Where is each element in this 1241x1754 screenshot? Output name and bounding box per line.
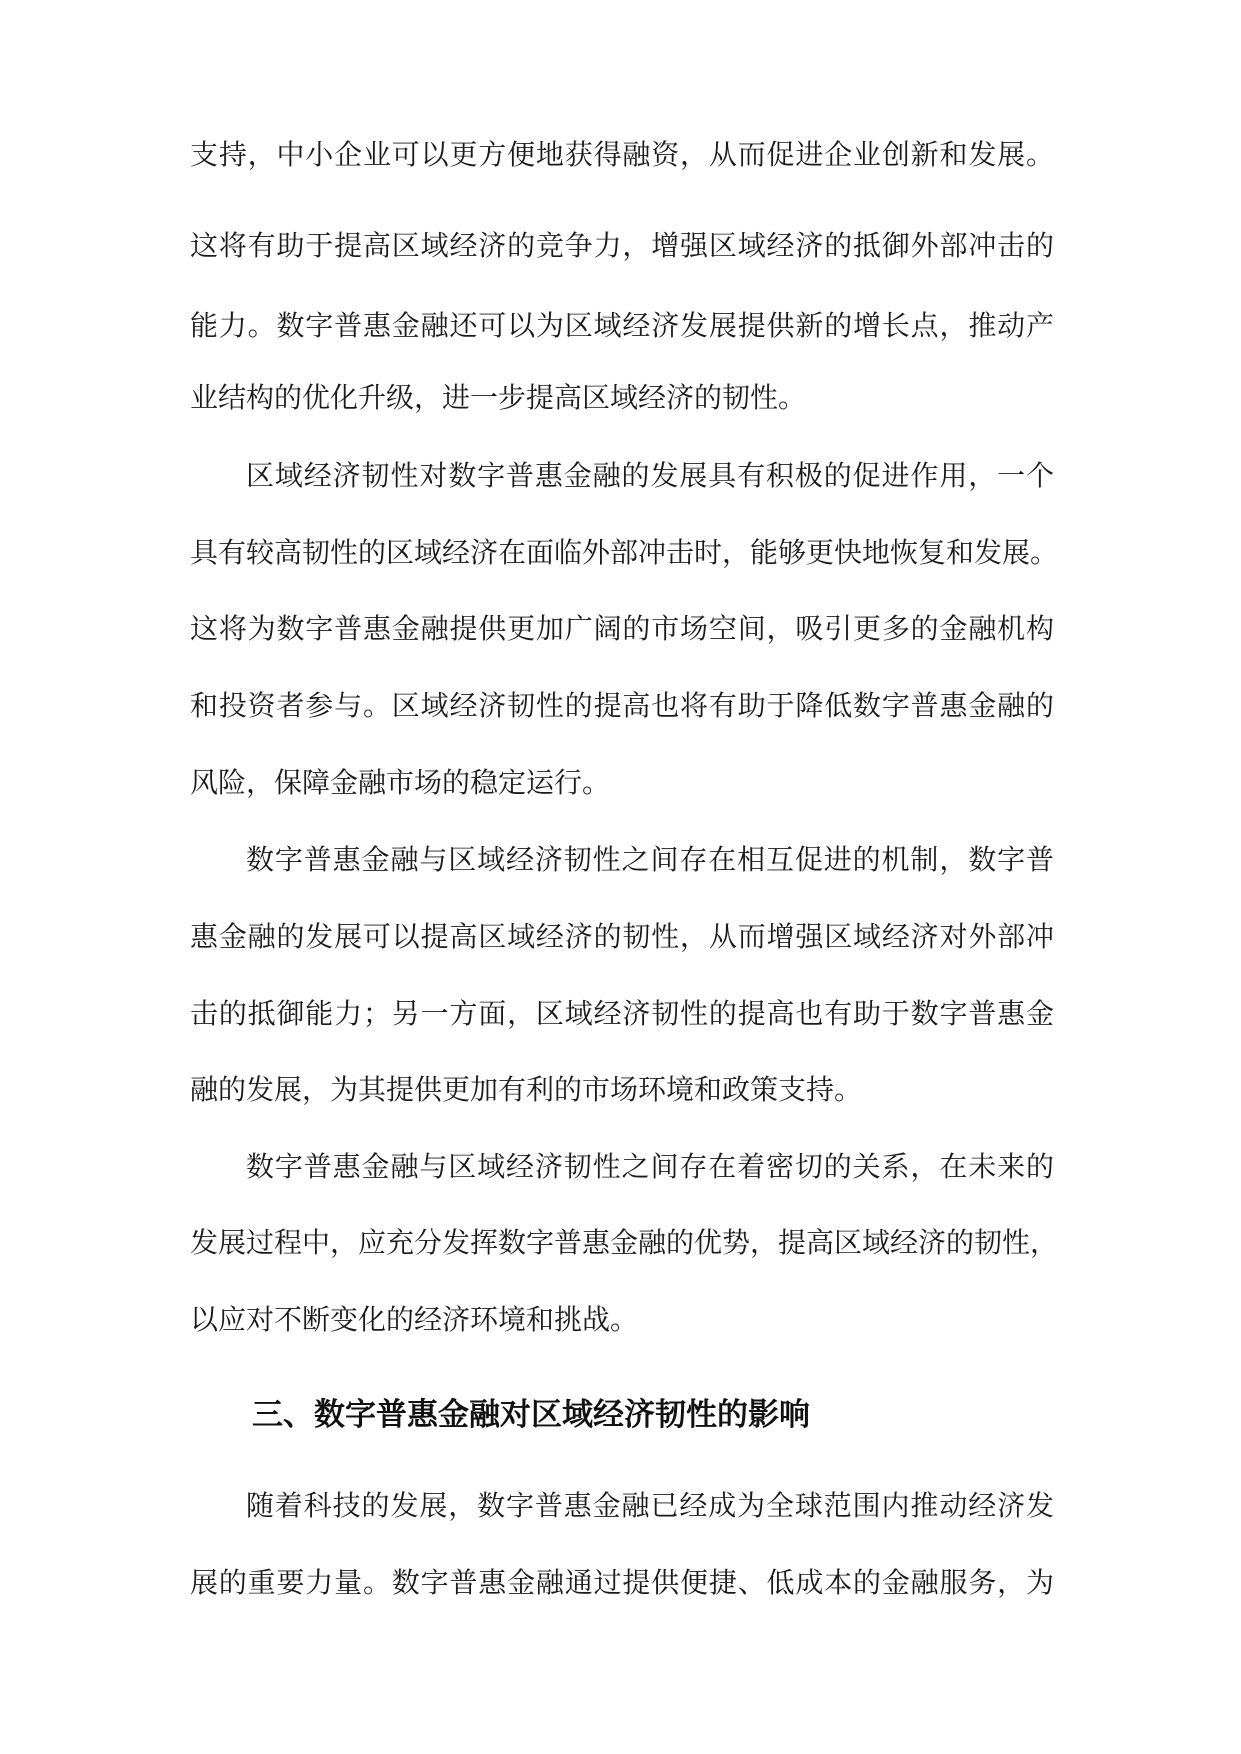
paragraph-1-line-2: 这将有助于提高区域经济的竞争力，增强区域经济的抵御外部冲击的	[190, 229, 1054, 262]
section-paragraph-line-1: 随着科技的发展，数字普惠金融已经成为全球范围内推动经济发	[246, 1489, 1054, 1522]
paragraph-1-line-4: 业结构的优化升级，进一步提高区域经济的韧性。	[190, 381, 807, 414]
paragraph-3-line-4: 融的发展，为其提供更加有利的市场环境和政策支持。	[190, 1073, 863, 1106]
paragraph-3-line-1: 数字普惠金融与区域经济韧性之间存在相互促进的机制，数字普	[246, 843, 1054, 876]
paragraph-2-line-1: 区域经济韧性对数字普惠金融的发展具有积极的促进作用，一个	[246, 459, 1054, 492]
paragraph-2-line-2: 具有较高韧性的区域经济在面临外部冲击时，能够更快地恢复和发展。	[190, 536, 1059, 569]
paragraph-4-line-1: 数字普惠金融与区域经济韧性之间存在着密切的关系，在未来的	[246, 1150, 1054, 1183]
section-paragraph-line-2: 展的重要力量。数字普惠金融通过提供便捷、低成本的金融服务，为	[190, 1566, 1054, 1599]
paragraph-3-line-2: 惠金融的发展可以提高区域经济的韧性，从而增强区域经济对外部冲	[190, 920, 1054, 953]
paragraph-4-line-2: 发展过程中，应充分发挥数字普惠金融的优势，提高区域经济的韧性，	[190, 1226, 1059, 1259]
paragraph-4-line-3: 以应对不断变化的经济环境和挑战。	[190, 1303, 639, 1336]
paragraph-1-line-1: 支持，中小企业可以更方便地获得融资，从而促进企业创新和发展。	[190, 138, 1054, 171]
paragraph-3-line-3: 击的抵御能力；另一方面，区域经济韧性的提高也有助于数字普惠金	[190, 997, 1054, 1030]
paragraph-2-line-3: 这将为数字普惠金融提供更加广阔的市场空间，吸引更多的金融机构	[190, 612, 1054, 645]
paragraph-1-line-3: 能力。数字普惠金融还可以为区域经济发展提供新的增长点，推动产	[190, 309, 1054, 342]
paragraph-2-line-5: 风险，保障金融市场的稳定运行。	[190, 766, 611, 799]
paragraph-2-line-4: 和投资者参与。区域经济韧性的提高也将有助于降低数字普惠金融的	[190, 689, 1054, 722]
section-heading: 三、数字普惠金融对区域经济韧性的影响	[252, 1397, 810, 1433]
